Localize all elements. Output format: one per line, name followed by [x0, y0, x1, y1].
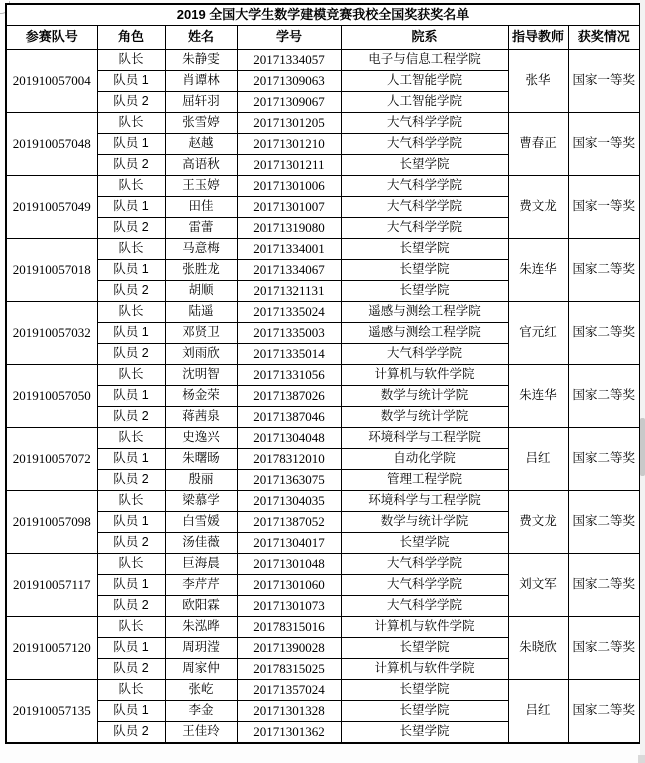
name-cell: 赵越	[165, 134, 237, 155]
award-cell: 国家二等奖	[568, 428, 640, 491]
advisor-cell: 官元红	[508, 302, 568, 365]
name-cell: 杨金荣	[165, 386, 237, 407]
team-number-cell: 201910057018	[6, 239, 97, 302]
column-header-1: 角色	[97, 26, 165, 50]
role-cell: 队员 1	[97, 449, 165, 470]
name-cell: 周家仲	[165, 659, 237, 680]
student-id-cell: 20171304048	[237, 428, 341, 449]
role-cell: 队员 1	[97, 638, 165, 659]
advisor-cell: 吕红	[508, 680, 568, 744]
student-id-cell: 20171301328	[237, 701, 341, 722]
advisor-cell: 费文龙	[508, 176, 568, 239]
role-cell: 队长	[97, 428, 165, 449]
department-cell: 长望学院	[341, 680, 508, 701]
role-cell: 队员 2	[97, 344, 165, 365]
role-cell: 队长	[97, 617, 165, 638]
scrollbar-thumb[interactable]	[640, 418, 645, 476]
table-row	[6, 113, 640, 134]
award-cell: 国家一等奖	[568, 176, 640, 239]
department-cell: 长望学院	[341, 533, 508, 554]
award-cell: 国家二等奖	[568, 302, 640, 365]
department-cell: 长望学院	[341, 155, 508, 176]
award-cell: 国家一等奖	[568, 113, 640, 176]
department-cell: 数学与统计学院	[341, 407, 508, 428]
department-cell: 长望学院	[341, 638, 508, 659]
department-cell: 长望学院	[341, 260, 508, 281]
award-cell: 国家一等奖	[568, 50, 640, 113]
department-cell: 环境科学与工程学院	[341, 428, 508, 449]
team-number-cell: 201910057120	[6, 617, 97, 680]
role-cell: 队员 1	[97, 323, 165, 344]
award-cell: 国家二等奖	[568, 617, 640, 680]
role-cell: 队长	[97, 50, 165, 71]
advisor-cell: 刘文军	[508, 554, 568, 617]
table-row	[6, 239, 640, 260]
advisor-cell: 朱晓欣	[508, 617, 568, 680]
name-cell: 田佳	[165, 197, 237, 218]
name-cell: 王玉婷	[165, 176, 237, 197]
department-cell: 人工智能学院	[341, 71, 508, 92]
award-cell: 国家二等奖	[568, 680, 640, 744]
student-id-cell: 20171319080	[237, 218, 341, 239]
student-id-cell: 20171301060	[237, 575, 341, 596]
award-cell: 国家二等奖	[568, 491, 640, 554]
role-cell: 队员 2	[97, 407, 165, 428]
student-id-cell: 20171301006	[237, 176, 341, 197]
role-cell: 队员 2	[97, 533, 165, 554]
role-cell: 队员 2	[97, 722, 165, 744]
table-row	[6, 50, 640, 71]
student-id-cell: 20171387026	[237, 386, 341, 407]
name-cell: 沈明智	[165, 365, 237, 386]
team-number-cell: 201910057049	[6, 176, 97, 239]
name-cell: 李芹芹	[165, 575, 237, 596]
role-cell: 队长	[97, 680, 165, 701]
student-id-cell: 20171334057	[237, 50, 341, 71]
advisor-cell: 曹春正	[508, 113, 568, 176]
role-cell: 队员 2	[97, 596, 165, 617]
department-cell: 大气科学学院	[341, 176, 508, 197]
name-cell: 朱静雯	[165, 50, 237, 71]
name-cell: 胡顺	[165, 281, 237, 302]
role-cell: 队长	[97, 113, 165, 134]
name-cell: 刘雨欣	[165, 344, 237, 365]
student-id-cell: 20171363075	[237, 470, 341, 491]
award-cell: 国家二等奖	[568, 365, 640, 428]
student-id-cell: 20171309067	[237, 92, 341, 113]
department-cell: 大气科学学院	[341, 554, 508, 575]
column-header-2: 姓名	[165, 26, 237, 50]
table-row	[6, 176, 640, 197]
name-cell: 李金	[165, 701, 237, 722]
department-cell: 长望学院	[341, 722, 508, 744]
department-cell: 数学与统计学院	[341, 512, 508, 533]
student-id-cell: 20171335024	[237, 302, 341, 323]
student-id-cell: 20178315016	[237, 617, 341, 638]
department-cell: 电子与信息工程学院	[341, 50, 508, 71]
role-cell: 队员 1	[97, 260, 165, 281]
student-id-cell: 20171301205	[237, 113, 341, 134]
department-cell: 计算机与软件学院	[341, 659, 508, 680]
department-cell: 遥感与测绘工程学院	[341, 302, 508, 323]
department-cell: 计算机与软件学院	[341, 365, 508, 386]
department-cell: 大气科学学院	[341, 197, 508, 218]
column-header-3: 学号	[237, 26, 341, 50]
student-id-cell: 20178312010	[237, 449, 341, 470]
department-cell: 长望学院	[341, 701, 508, 722]
department-cell: 长望学院	[341, 239, 508, 260]
table-body	[6, 50, 640, 744]
name-cell: 张雪婷	[165, 113, 237, 134]
advisor-cell: 张华	[508, 50, 568, 113]
name-cell: 梁慕学	[165, 491, 237, 512]
award-table	[5, 3, 641, 744]
role-cell: 队长	[97, 176, 165, 197]
table-row	[6, 680, 640, 701]
name-cell: 白雪媛	[165, 512, 237, 533]
role-cell: 队员 1	[97, 701, 165, 722]
role-cell: 队员 1	[97, 197, 165, 218]
role-cell: 队员 1	[97, 575, 165, 596]
table-row	[6, 428, 640, 449]
advisor-cell: 朱连华	[508, 365, 568, 428]
name-cell: 高语秋	[165, 155, 237, 176]
department-cell: 大气科学学院	[341, 575, 508, 596]
team-number-cell: 201910057098	[6, 491, 97, 554]
column-header-6: 获奖情况	[568, 26, 640, 50]
department-cell: 数学与统计学院	[341, 386, 508, 407]
name-cell: 巨海晨	[165, 554, 237, 575]
department-cell: 大气科学学院	[341, 596, 508, 617]
role-cell: 队员 1	[97, 386, 165, 407]
role-cell: 队员 2	[97, 155, 165, 176]
role-cell: 队长	[97, 302, 165, 323]
student-id-cell: 20171334067	[237, 260, 341, 281]
department-cell: 大气科学学院	[341, 344, 508, 365]
role-cell: 队长	[97, 491, 165, 512]
role-cell: 队长	[97, 239, 165, 260]
name-cell: 史逸兴	[165, 428, 237, 449]
department-cell: 人工智能学院	[341, 92, 508, 113]
name-cell: 王佳玲	[165, 722, 237, 744]
student-id-cell: 20171309063	[237, 71, 341, 92]
role-cell: 队员 1	[97, 134, 165, 155]
student-id-cell: 20171301211	[237, 155, 341, 176]
team-number-cell: 201910057072	[6, 428, 97, 491]
name-cell: 张胜龙	[165, 260, 237, 281]
student-id-cell: 20171335003	[237, 323, 341, 344]
team-number-cell: 201910057004	[6, 50, 97, 113]
name-cell: 朱曙旸	[165, 449, 237, 470]
role-cell: 队员 2	[97, 281, 165, 302]
department-cell: 大气科学学院	[341, 113, 508, 134]
role-cell: 队员 2	[97, 218, 165, 239]
advisor-cell: 朱连华	[508, 239, 568, 302]
name-cell: 马意梅	[165, 239, 237, 260]
student-id-cell: 20171334001	[237, 239, 341, 260]
department-cell: 环境科学与工程学院	[341, 491, 508, 512]
name-cell: 蒋茜泉	[165, 407, 237, 428]
table-row	[6, 554, 640, 575]
name-cell: 邓贤卫	[165, 323, 237, 344]
table-title: 2019 全国大学生数学建模竞赛我校全国奖获奖名单	[6, 4, 640, 26]
student-id-cell: 20171357024	[237, 680, 341, 701]
name-cell: 张屹	[165, 680, 237, 701]
name-cell: 朱泓晔	[165, 617, 237, 638]
team-number-cell: 201910057117	[6, 554, 97, 617]
table-title-row	[6, 4, 640, 26]
table-row	[6, 302, 640, 323]
column-header-4: 院系	[341, 26, 508, 50]
column-header-5: 指导教师	[508, 26, 568, 50]
name-cell: 屈轩羽	[165, 92, 237, 113]
department-cell: 大气科学学院	[341, 218, 508, 239]
department-cell: 遥感与测绘工程学院	[341, 323, 508, 344]
advisor-cell: 吕红	[508, 428, 568, 491]
role-cell: 队员 2	[97, 470, 165, 491]
award-cell: 国家二等奖	[568, 239, 640, 302]
name-cell: 肖谭林	[165, 71, 237, 92]
column-header-0: 参赛队号	[6, 26, 97, 50]
table-row	[6, 365, 640, 386]
department-cell: 自动化学院	[341, 449, 508, 470]
role-cell: 队员 2	[97, 92, 165, 113]
name-cell: 周玥滢	[165, 638, 237, 659]
role-cell: 队员 1	[97, 512, 165, 533]
name-cell: 陆遥	[165, 302, 237, 323]
table-header-row	[6, 26, 640, 50]
advisor-cell: 费文龙	[508, 491, 568, 554]
student-id-cell: 20178315025	[237, 659, 341, 680]
table-row	[6, 617, 640, 638]
role-cell: 队员 1	[97, 71, 165, 92]
table-row	[6, 491, 640, 512]
student-id-cell: 20171304017	[237, 533, 341, 554]
team-number-cell: 201910057135	[6, 680, 97, 744]
role-cell: 队员 2	[97, 659, 165, 680]
role-cell: 队长	[97, 365, 165, 386]
department-cell: 计算机与软件学院	[341, 617, 508, 638]
name-cell: 雷蕾	[165, 218, 237, 239]
department-cell: 大气科学学院	[341, 134, 508, 155]
student-id-cell: 20171301007	[237, 197, 341, 218]
student-id-cell: 20171301362	[237, 722, 341, 744]
department-cell: 长望学院	[341, 281, 508, 302]
team-number-cell: 201910057050	[6, 365, 97, 428]
team-number-cell: 201910057048	[6, 113, 97, 176]
department-cell: 管理工程学院	[341, 470, 508, 491]
student-id-cell: 20171331056	[237, 365, 341, 386]
name-cell: 殷丽	[165, 470, 237, 491]
student-id-cell: 20171304035	[237, 491, 341, 512]
award-cell: 国家二等奖	[568, 554, 640, 617]
student-id-cell: 20171301073	[237, 596, 341, 617]
team-number-cell: 201910057032	[6, 302, 97, 365]
vertical-scrollbar[interactable]	[640, 0, 645, 763]
student-id-cell: 20171387046	[237, 407, 341, 428]
student-id-cell: 20171387052	[237, 512, 341, 533]
student-id-cell: 20171335014	[237, 344, 341, 365]
student-id-cell: 20171390028	[237, 638, 341, 659]
student-id-cell: 20171301210	[237, 134, 341, 155]
name-cell: 汤佳薇	[165, 533, 237, 554]
role-cell: 队长	[97, 554, 165, 575]
student-id-cell: 20171321131	[237, 281, 341, 302]
scrollbar-corner	[638, 755, 645, 763]
name-cell: 欧阳霖	[165, 596, 237, 617]
student-id-cell: 20171301048	[237, 554, 341, 575]
